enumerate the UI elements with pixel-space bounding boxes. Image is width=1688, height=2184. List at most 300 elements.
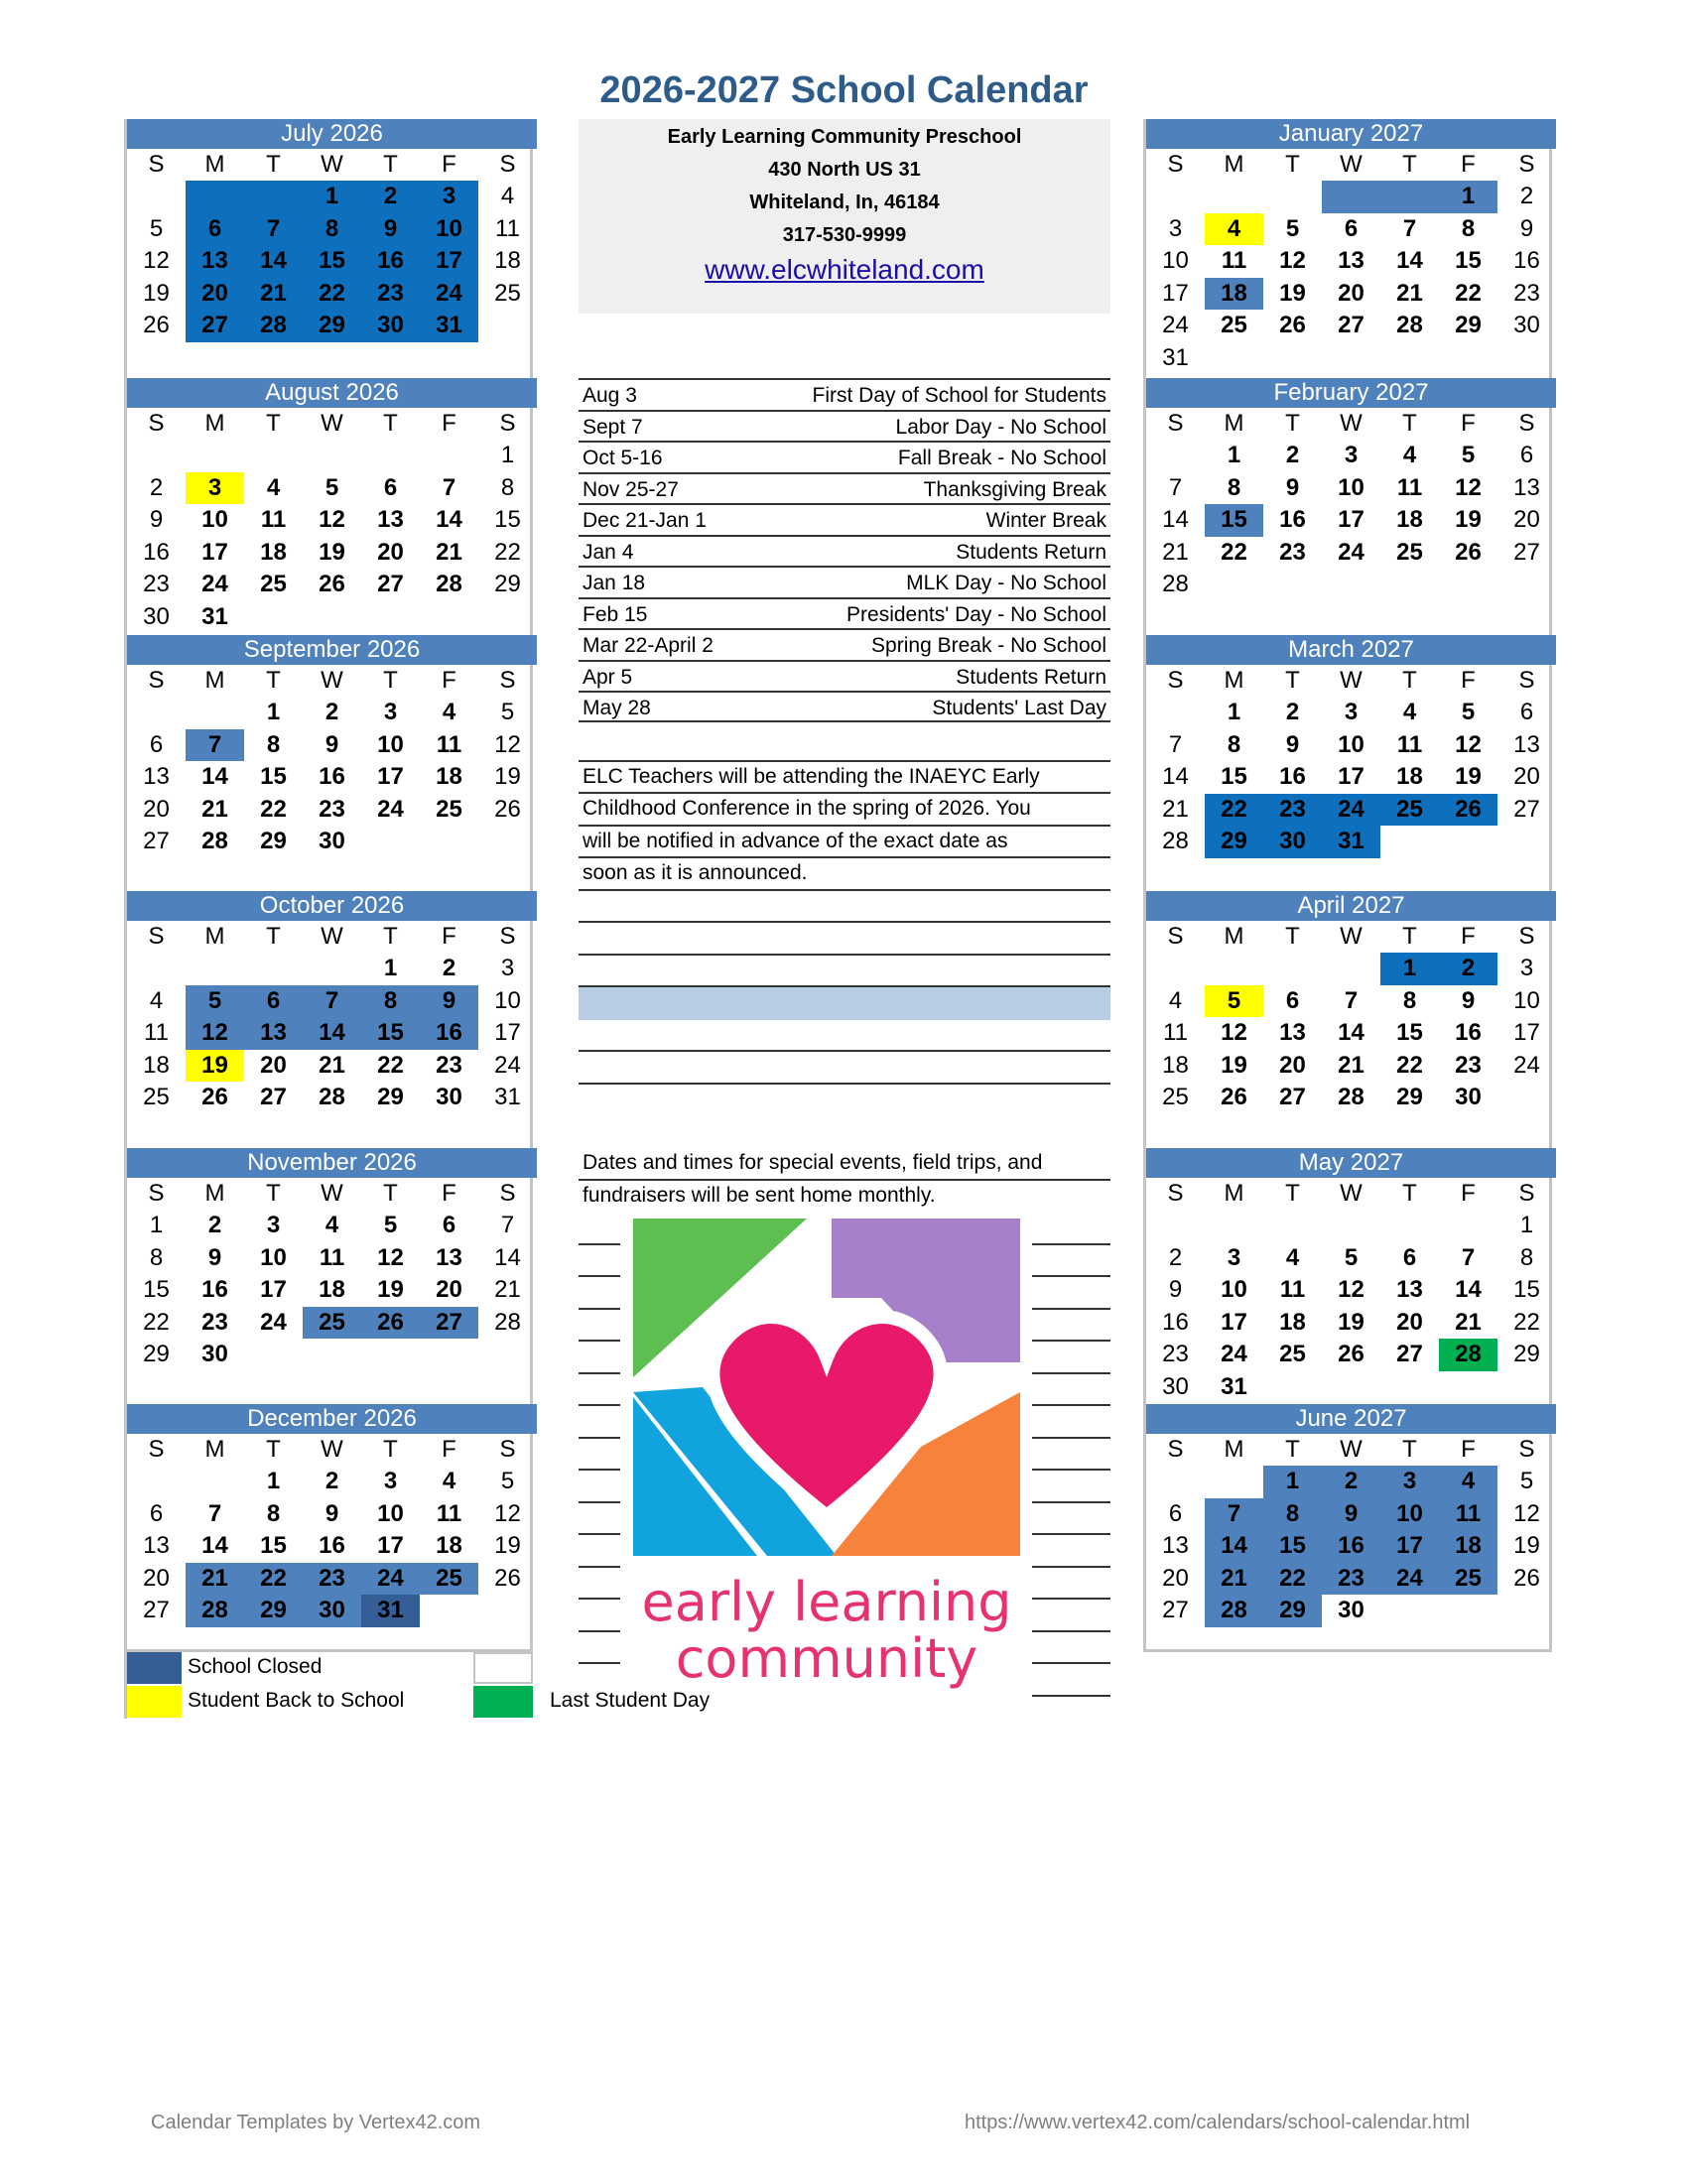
day-cell: 10: [1221, 1276, 1247, 1303]
month-title: August 2026: [127, 378, 537, 408]
weekday-header: T: [266, 1436, 281, 1463]
month-feb: [1146, 378, 1556, 601]
day-cell: 16: [1279, 506, 1306, 533]
day-cell: 23: [1263, 794, 1322, 827]
day-cell: 21: [1396, 279, 1423, 307]
day-cell: 9: [1322, 1498, 1380, 1531]
day-cell: 9: [420, 985, 478, 1018]
day-cell: 15: [260, 1532, 287, 1559]
day-cell: 11: [1396, 730, 1423, 758]
month-title: May 2027: [1146, 1148, 1556, 1178]
weekday-header: M: [204, 410, 225, 437]
day-cell: 21: [201, 795, 228, 823]
day-cell: 24: [494, 1051, 521, 1079]
event-row: Oct 5-16 Fall Break - No School: [579, 441, 1110, 472]
day-cell: 4: [1285, 1243, 1300, 1271]
day-cell: 25: [1380, 794, 1439, 827]
weekday-header: W: [321, 923, 343, 950]
day-cell: 19: [319, 538, 345, 566]
day-cell: 26: [361, 1307, 420, 1340]
day-cell: 29: [303, 310, 361, 342]
blank-cell: [127, 697, 186, 729]
day-cell: 11: [436, 1499, 462, 1527]
day-cell: 12: [143, 247, 170, 274]
day-cell: 10: [494, 986, 521, 1014]
day-cell: 11: [1163, 1019, 1188, 1046]
school-city: Whiteland, In, 46184: [749, 192, 940, 213]
day-cell: 27: [260, 1084, 287, 1110]
day-cell: 8: [1227, 473, 1241, 501]
day-cell: 26: [1513, 1564, 1540, 1592]
month-grid: [127, 1434, 537, 1627]
event-row: Dec 21-Jan 1 Winter Break: [579, 503, 1110, 535]
day-cell: 30: [436, 1084, 462, 1110]
day-cell: 1: [1227, 442, 1241, 468]
day-cell: 9: [1285, 730, 1300, 758]
day-cell: 7: [1344, 986, 1359, 1014]
day-cell: 22: [1263, 1563, 1322, 1596]
blank-cell: [1205, 1466, 1263, 1498]
day-cell: 12: [1455, 473, 1482, 501]
legend-back-label: Student Back to School: [188, 1689, 405, 1712]
weekday-header: T: [1285, 923, 1300, 950]
day-cell: 24: [1221, 1341, 1247, 1367]
day-cell: 29: [1205, 826, 1263, 858]
month-grid: [127, 149, 537, 342]
weekday-header: F: [1461, 1180, 1476, 1207]
day-cell: 9: [1461, 986, 1476, 1014]
day-cell: 9: [149, 506, 164, 533]
day-cell: 25: [303, 1307, 361, 1340]
day-cell: 25: [1221, 312, 1247, 338]
day-cell: 29: [1513, 1341, 1540, 1367]
day-cell: 21: [1455, 1308, 1482, 1336]
day-cell: 28: [319, 1084, 345, 1110]
day-cell: 30: [303, 1595, 361, 1627]
weekday-header: S: [499, 410, 516, 437]
day-cell: 7: [303, 985, 361, 1018]
blank-cell: [1146, 440, 1205, 472]
day-cell: 8: [1263, 1498, 1322, 1531]
day-cell: 10: [1513, 986, 1540, 1014]
weekday-header: S: [1167, 667, 1184, 694]
weekday-header: W: [321, 410, 343, 437]
event-row: Feb 15 Presidents' Day - No School: [579, 597, 1110, 629]
day-cell: 1: [500, 442, 515, 468]
weekday-header: T: [383, 1436, 398, 1463]
day-cell: 10: [260, 1243, 287, 1271]
month-grid: [1146, 921, 1556, 1114]
day-cell: 26: [201, 1084, 228, 1110]
month-grid: [127, 1178, 537, 1371]
weekday-header: W: [1340, 151, 1363, 178]
day-cell: 2: [361, 181, 420, 213]
day-cell: 7: [1402, 214, 1417, 242]
school-name: Early Learning Community Preschool: [667, 126, 1022, 148]
month-title: June 2027: [1146, 1404, 1556, 1434]
day-cell: 8: [361, 985, 420, 1018]
day-cell: 23: [303, 1563, 361, 1596]
day-cell: 13: [1513, 730, 1540, 758]
blank-cell: [1205, 181, 1263, 213]
day-cell: 13: [186, 245, 244, 278]
day-cell: 23: [201, 1308, 228, 1336]
day-cell: 5: [1461, 442, 1476, 468]
day-cell: 27: [143, 1597, 170, 1623]
weekday-header: T: [383, 1180, 398, 1207]
day-cell: 12: [1513, 1499, 1540, 1527]
blank-cell: [127, 181, 186, 213]
month-jan: [1146, 119, 1556, 374]
day-cell: 20: [377, 538, 404, 566]
day-cell: 19: [1455, 763, 1482, 790]
weekday-header: M: [1224, 1436, 1244, 1463]
day-cell: 1: [383, 955, 398, 981]
blank-cell: [127, 953, 186, 985]
day-cell: 12: [186, 1017, 244, 1050]
event-row: Jan 4 Students Return: [579, 535, 1110, 567]
day-cell: 22: [1513, 1308, 1540, 1336]
day-cell: 24: [361, 1563, 420, 1596]
day-cell: 6: [149, 1499, 164, 1527]
month-grid: [1146, 408, 1556, 601]
day-cell: 11: [319, 1243, 345, 1271]
school-website-link[interactable]: www.elcwhiteland.com: [705, 254, 984, 285]
day-cell: 28: [1439, 1339, 1497, 1371]
weekday-header: S: [148, 667, 165, 694]
weekday-header: S: [148, 923, 165, 950]
day-cell: 25: [420, 1563, 478, 1596]
weekday-header: W: [1340, 1436, 1363, 1463]
weekday-header: W: [321, 1180, 343, 1207]
day-cell: 20: [1396, 1308, 1423, 1336]
blank-cell: [244, 181, 303, 213]
special-events-notes: [579, 1148, 1110, 1213]
day-cell: 31: [494, 1084, 521, 1110]
day-cell: 6: [1285, 986, 1300, 1014]
weekday-header: T: [1285, 667, 1300, 694]
month-oct: [127, 891, 537, 1114]
weekday-header: S: [1167, 1436, 1184, 1463]
day-cell: 21: [319, 1051, 345, 1079]
day-cell: 17: [1380, 1530, 1439, 1563]
month-aug: [127, 378, 537, 633]
weekday-header: T: [1285, 151, 1300, 178]
day-cell: 3: [1519, 955, 1534, 981]
day-cell: 15: [303, 245, 361, 278]
day-cell: 26: [1221, 1084, 1247, 1110]
day-cell: 27: [377, 571, 404, 597]
weekday-header: S: [148, 1436, 165, 1463]
day-cell: 24: [420, 278, 478, 311]
footer-left: Calendar Templates by Vertex42.com: [151, 2112, 481, 2133]
day-cell: 21: [244, 278, 303, 311]
day-cell: 28: [186, 1595, 244, 1627]
day-cell: 17: [1338, 763, 1364, 790]
day-cell: 5: [325, 473, 339, 501]
weekday-header: F: [1461, 410, 1476, 437]
blank-cell: [1439, 1210, 1497, 1242]
blank-cell: [1146, 181, 1205, 213]
day-cell: 3: [186, 472, 244, 505]
day-cell: 4: [266, 473, 281, 501]
day-cell: 29: [1455, 312, 1482, 338]
weekday-header: M: [1224, 667, 1244, 694]
day-cell: 11: [1221, 247, 1247, 274]
day-cell: 20: [436, 1276, 462, 1303]
blank-cell: [1322, 953, 1380, 985]
day-cell: 19: [1513, 1532, 1540, 1559]
weekday-header: S: [1518, 151, 1535, 178]
note-line: ELC Teachers will be attending the INAEYC Early: [579, 762, 1110, 795]
day-cell: 7: [207, 1499, 222, 1527]
day-cell: 14: [1455, 1276, 1482, 1303]
day-cell: 16: [1513, 247, 1540, 274]
logo-text-line1: early learning: [641, 1571, 1012, 1633]
day-cell: 22: [494, 538, 521, 566]
day-cell: 31: [1322, 826, 1380, 858]
event-row: Jan 18 MLK Day - No School: [579, 566, 1110, 597]
day-cell: 15: [1513, 1276, 1540, 1303]
day-cell: 27: [1279, 1084, 1306, 1110]
month-grid: [127, 665, 537, 858]
day-cell: 17: [377, 763, 404, 790]
day-cell: 14: [303, 1017, 361, 1050]
day-cell: 11: [1439, 1498, 1497, 1531]
day-cell: 17: [494, 1019, 521, 1046]
weekday-header: S: [148, 410, 165, 437]
day-cell: 22: [1205, 794, 1263, 827]
day-cell: 5: [149, 214, 164, 242]
weekday-header: S: [1518, 1436, 1535, 1463]
event-row: Nov 25-27 Thanksgiving Break: [579, 472, 1110, 504]
blank-cell: [127, 440, 186, 472]
day-cell: 23: [436, 1051, 462, 1079]
day-cell: 5: [1461, 699, 1476, 725]
day-cell: 22: [244, 1563, 303, 1596]
day-cell: 24: [1322, 794, 1380, 827]
day-cell: 14: [244, 245, 303, 278]
day-cell: 18: [1396, 763, 1423, 790]
day-cell: 1: [1227, 699, 1241, 725]
day-cell: 25: [1162, 1084, 1189, 1110]
day-cell: 16: [1322, 1530, 1380, 1563]
day-cell: 16: [319, 1532, 345, 1559]
weekday-header: F: [442, 1180, 456, 1207]
day-cell: 27: [1162, 1597, 1189, 1623]
weekday-header: W: [1340, 410, 1363, 437]
day-cell: 16: [420, 1017, 478, 1050]
day-cell: 15: [494, 506, 521, 533]
day-cell: 20: [186, 278, 244, 311]
conference-notes: [579, 729, 1110, 1085]
day-cell: 1: [266, 1468, 281, 1494]
weekday-header: S: [1167, 410, 1184, 437]
weekday-header: T: [1402, 667, 1417, 694]
weekday-header: T: [266, 410, 281, 437]
day-cell: 16: [361, 245, 420, 278]
blank-cell: [1205, 1210, 1263, 1242]
day-cell: 5: [1205, 985, 1263, 1018]
day-cell: 22: [303, 278, 361, 311]
day-cell: 18: [436, 763, 462, 790]
day-cell: 30: [1263, 826, 1322, 858]
weekday-header: W: [1340, 667, 1363, 694]
events-list: [579, 378, 1110, 722]
day-cell: 22: [260, 795, 287, 823]
weekday-header: S: [1518, 410, 1535, 437]
weekday-header: S: [1518, 923, 1535, 950]
month-jun: [1146, 1404, 1556, 1627]
weekday-header: T: [1402, 151, 1417, 178]
day-cell: 17: [377, 1532, 404, 1559]
weekday-header: S: [1167, 923, 1184, 950]
blank-cell: [1146, 697, 1205, 729]
day-cell: 31: [1162, 343, 1189, 371]
day-cell: 18: [1279, 1308, 1306, 1336]
blank-cell: [1146, 1466, 1205, 1498]
logo-text-line2: community: [675, 1627, 978, 1690]
day-cell: 12: [377, 1243, 404, 1271]
weekday-header: F: [442, 923, 456, 950]
month-apr: [1146, 891, 1556, 1114]
day-cell: 13: [1338, 247, 1364, 274]
day-cell: 7: [500, 1212, 515, 1238]
month-grid: [1146, 665, 1556, 858]
day-cell: 26: [1455, 538, 1482, 566]
day-cell: 25: [143, 1084, 170, 1110]
day-cell: 6: [383, 473, 398, 501]
weekday-header: S: [1518, 667, 1535, 694]
day-cell: 18: [319, 1276, 345, 1303]
day-cell: 30: [143, 602, 170, 630]
day-cell: 17: [1162, 279, 1189, 307]
day-cell: 27: [143, 828, 170, 854]
day-cell: 20: [1162, 1564, 1189, 1592]
day-cell: 4: [1402, 442, 1417, 468]
day-cell: 20: [1513, 763, 1540, 790]
day-cell: 11: [144, 1019, 169, 1046]
day-cell: 27: [1396, 1341, 1423, 1367]
day-cell: 16: [1455, 1019, 1482, 1046]
weekday-header: S: [499, 1180, 516, 1207]
day-cell: 13: [436, 1243, 462, 1271]
day-cell: 27: [420, 1307, 478, 1340]
day-cell: 28: [1338, 1084, 1364, 1110]
blank-cell: [1146, 1210, 1205, 1242]
day-cell: 10: [377, 1499, 404, 1527]
day-cell: 21: [494, 1276, 521, 1303]
note-line: fundraisers will be sent home monthly.: [583, 1183, 936, 1207]
page-title: 2026-2027 School Calendar: [599, 69, 1089, 111]
event-row: May 28 Students' Last Day: [579, 691, 1110, 722]
weekday-header: T: [1402, 1180, 1417, 1207]
day-cell: 1: [266, 699, 281, 725]
legend-closed-label: School Closed: [188, 1655, 323, 1678]
day-cell: 21: [1338, 1051, 1364, 1079]
day-cell: 8: [1227, 730, 1241, 758]
month-nov: [127, 1148, 537, 1371]
day-cell: 10: [1338, 730, 1364, 758]
blank-cell: [1263, 953, 1322, 985]
blank-cell: [1205, 953, 1263, 985]
day-cell: 1: [1439, 181, 1497, 213]
legend-left-frame: [124, 1652, 127, 1719]
day-cell: 24: [377, 795, 404, 823]
day-cell: 6: [1519, 442, 1534, 468]
blank-cell: [1146, 953, 1205, 985]
day-cell: 28: [1205, 1595, 1263, 1627]
day-cell: 29: [494, 571, 521, 597]
day-cell: 19: [186, 1050, 244, 1083]
day-cell: 17: [1221, 1308, 1247, 1336]
day-cell: 13: [1513, 473, 1540, 501]
elc-logo: [633, 1219, 1020, 1695]
day-cell: 4: [325, 1212, 339, 1238]
day-cell: 28: [494, 1308, 521, 1336]
day-cell: 18: [1439, 1530, 1497, 1563]
day-cell: 16: [319, 763, 345, 790]
event-row: Apr 5 Students Return: [579, 660, 1110, 692]
day-cell: 17: [1338, 506, 1364, 533]
weekday-header: M: [1224, 923, 1244, 950]
day-cell: 7: [1168, 473, 1183, 501]
day-cell: 31: [361, 1595, 420, 1627]
day-cell: 7: [244, 213, 303, 246]
day-cell: 6: [1168, 1499, 1183, 1527]
day-cell: 11: [1396, 473, 1423, 501]
weekday-header: W: [321, 1436, 343, 1463]
day-cell: 4: [1402, 699, 1417, 725]
day-cell: 4: [1439, 1466, 1497, 1498]
day-cell: 30: [319, 828, 345, 854]
day-cell: 7: [442, 473, 456, 501]
day-cell: 12: [1338, 1276, 1364, 1303]
day-cell: 18: [260, 538, 287, 566]
day-cell: 8: [500, 473, 515, 501]
day-cell: 31: [1221, 1372, 1247, 1400]
day-cell: 2: [1439, 953, 1497, 985]
blank-cell: [186, 440, 244, 472]
day-cell: 3: [1344, 442, 1359, 468]
day-cell: 4: [149, 986, 164, 1014]
weekday-header: T: [1402, 923, 1417, 950]
day-cell: 13: [143, 1532, 170, 1559]
day-cell: 11: [260, 506, 287, 533]
day-cell: 30: [1513, 312, 1540, 338]
weekday-header: F: [442, 1436, 456, 1463]
right-short-lines: [1032, 1213, 1110, 1697]
day-cell: 29: [1396, 1084, 1423, 1110]
day-cell: 26: [494, 795, 521, 823]
weekday-header: W: [1340, 923, 1363, 950]
blank-cell: [244, 953, 303, 985]
month-grid: [1146, 1178, 1556, 1403]
day-cell: 13: [1279, 1019, 1306, 1046]
day-cell: 14: [1338, 1019, 1364, 1046]
day-cell: 28: [201, 828, 228, 854]
day-cell: 4: [442, 1468, 456, 1494]
day-cell: 5: [500, 699, 515, 725]
month-dec: [127, 1404, 537, 1627]
day-cell: 15: [1396, 1019, 1423, 1046]
day-cell: 4: [442, 699, 456, 725]
month-title: March 2027: [1146, 635, 1556, 665]
weekday-header: T: [383, 923, 398, 950]
day-cell: 22: [1221, 538, 1247, 566]
day-cell: 26: [1338, 1341, 1364, 1367]
weekday-header: S: [499, 667, 516, 694]
